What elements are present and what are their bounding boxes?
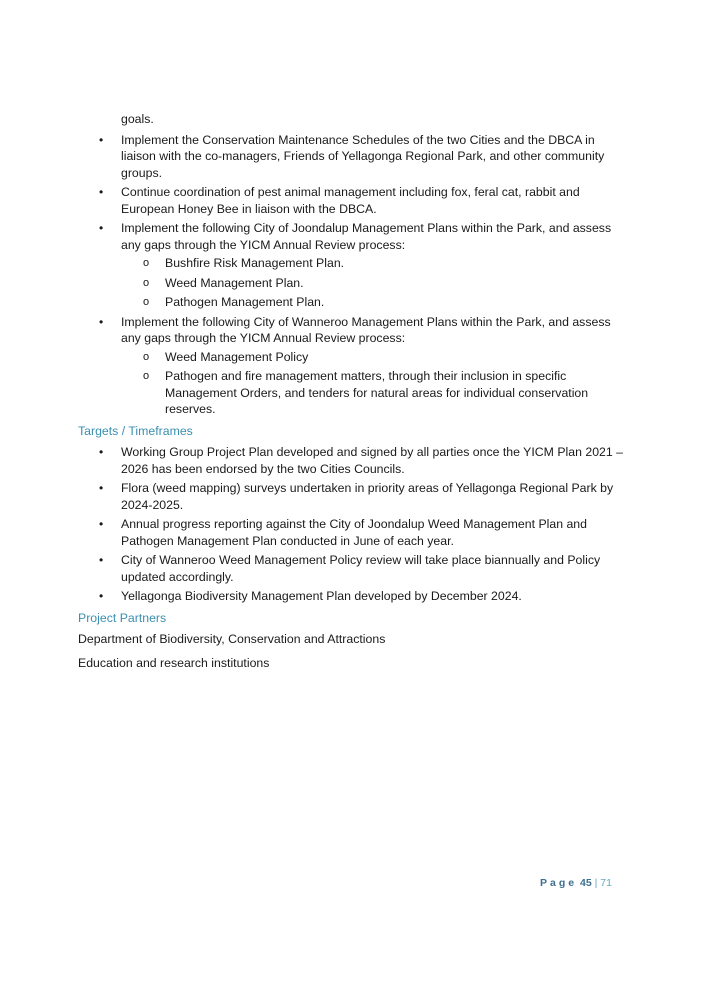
page-content (78, 111, 626, 678)
bullet-marker: • (99, 221, 104, 235)
continuation-text: goals. (121, 112, 154, 126)
bullet-marker: • (99, 481, 104, 495)
sub-bullet-marker: o (143, 350, 150, 363)
list-item-text: Continue coordination of pest animal management including fox, feral cat, rabbit and European Honey Bee in liaison with the DBCA. (121, 185, 580, 216)
bullet-marker: • (99, 517, 104, 531)
sub-bullet-marker: o (143, 257, 150, 269)
list-item-text: Flora (weed mapping) surveys undertaken in priority areas of Yellagonga Regional Park by 2024-2025. (121, 481, 614, 512)
list-item-text: Implement the following City of Joondalup Management Plans within the Park, and assess any gaps through the YICM Annual Review process: (121, 221, 612, 252)
partner-item: Education and research institutions (78, 655, 270, 670)
list-item (78, 516, 626, 549)
bullet-marker: • (99, 132, 104, 147)
bullet-marker: • (99, 185, 104, 199)
sub-list-item-text: Bushfire Risk Management Plan. (165, 256, 345, 270)
list-item (78, 444, 626, 477)
sub-list-item (121, 275, 626, 292)
sub-list-item-text: Weed Management Policy (165, 349, 309, 364)
bullet-marker: • (99, 553, 104, 567)
sub-bullet-marker: o (143, 296, 150, 308)
sub-bullet-marker: o (143, 276, 150, 289)
targets-heading: Targets / Timeframes (78, 423, 193, 438)
list-item (78, 552, 626, 585)
joondalup-plans-list (121, 255, 626, 311)
list-item-text: Implement the following City of Wanneroo Management Plans within the Park, and assess any gaps through the YICM Annual Review process: (121, 314, 611, 345)
sub-list-item (121, 368, 626, 418)
page-number: 45 (580, 877, 592, 889)
actions-list (78, 132, 626, 418)
list-item (78, 314, 626, 418)
list-item-text: Working Group Project Plan developed and signed by all parties once the YICM Plan 2021 – 2026 has been endorsed by the two Cities Councils. (121, 445, 623, 476)
sub-list-item (121, 294, 626, 311)
targets-list (78, 444, 626, 605)
list-item (78, 220, 626, 311)
list-item (78, 132, 626, 182)
page-label: Page (540, 877, 578, 889)
list-item (78, 184, 626, 217)
bullet-marker: • (99, 314, 104, 329)
page-footer (540, 877, 612, 889)
sub-list-item-text: Weed Management Plan. (165, 275, 304, 290)
list-item-text: Implement the Conservation Maintenance Schedules of the two Cities and the DBCA in liaison with the co-managers, Friends of Yellagonga Regional Park, and other community groups. (121, 132, 605, 180)
wanneroo-plans-list (121, 349, 626, 418)
list-item-text: Annual progress reporting against the City of Joondalup Weed Management Plan and Pathogen Management Plan conducted in June of each year. (121, 517, 587, 548)
list-item (78, 588, 626, 605)
sub-list-item (121, 349, 626, 366)
sub-bullet-marker: o (143, 370, 150, 382)
list-item-text: Yellagonga Biodiversity Management Plan developed by December 2024. (121, 589, 522, 603)
total-pages: 71 (600, 877, 612, 889)
partners-heading: Project Partners (78, 610, 167, 625)
bullet-marker: • (99, 445, 104, 459)
partner-item: Department of Biodiversity, Conservation and Attractions (78, 632, 386, 646)
list-item-text: City of Wanneroo Weed Management Policy review will take place biannually and Policy updated accordingly. (121, 553, 601, 584)
page-separator: | (594, 877, 598, 889)
bullet-marker: • (99, 589, 104, 603)
sub-list-item (121, 255, 626, 272)
sub-list-item-text: Pathogen Management Plan. (165, 295, 325, 309)
list-item (78, 480, 626, 513)
sub-list-item-text: Pathogen and fire management matters, through their inclusion in specific Management Orders, and tenders for natural areas for individual conservation reserves. (165, 369, 589, 416)
